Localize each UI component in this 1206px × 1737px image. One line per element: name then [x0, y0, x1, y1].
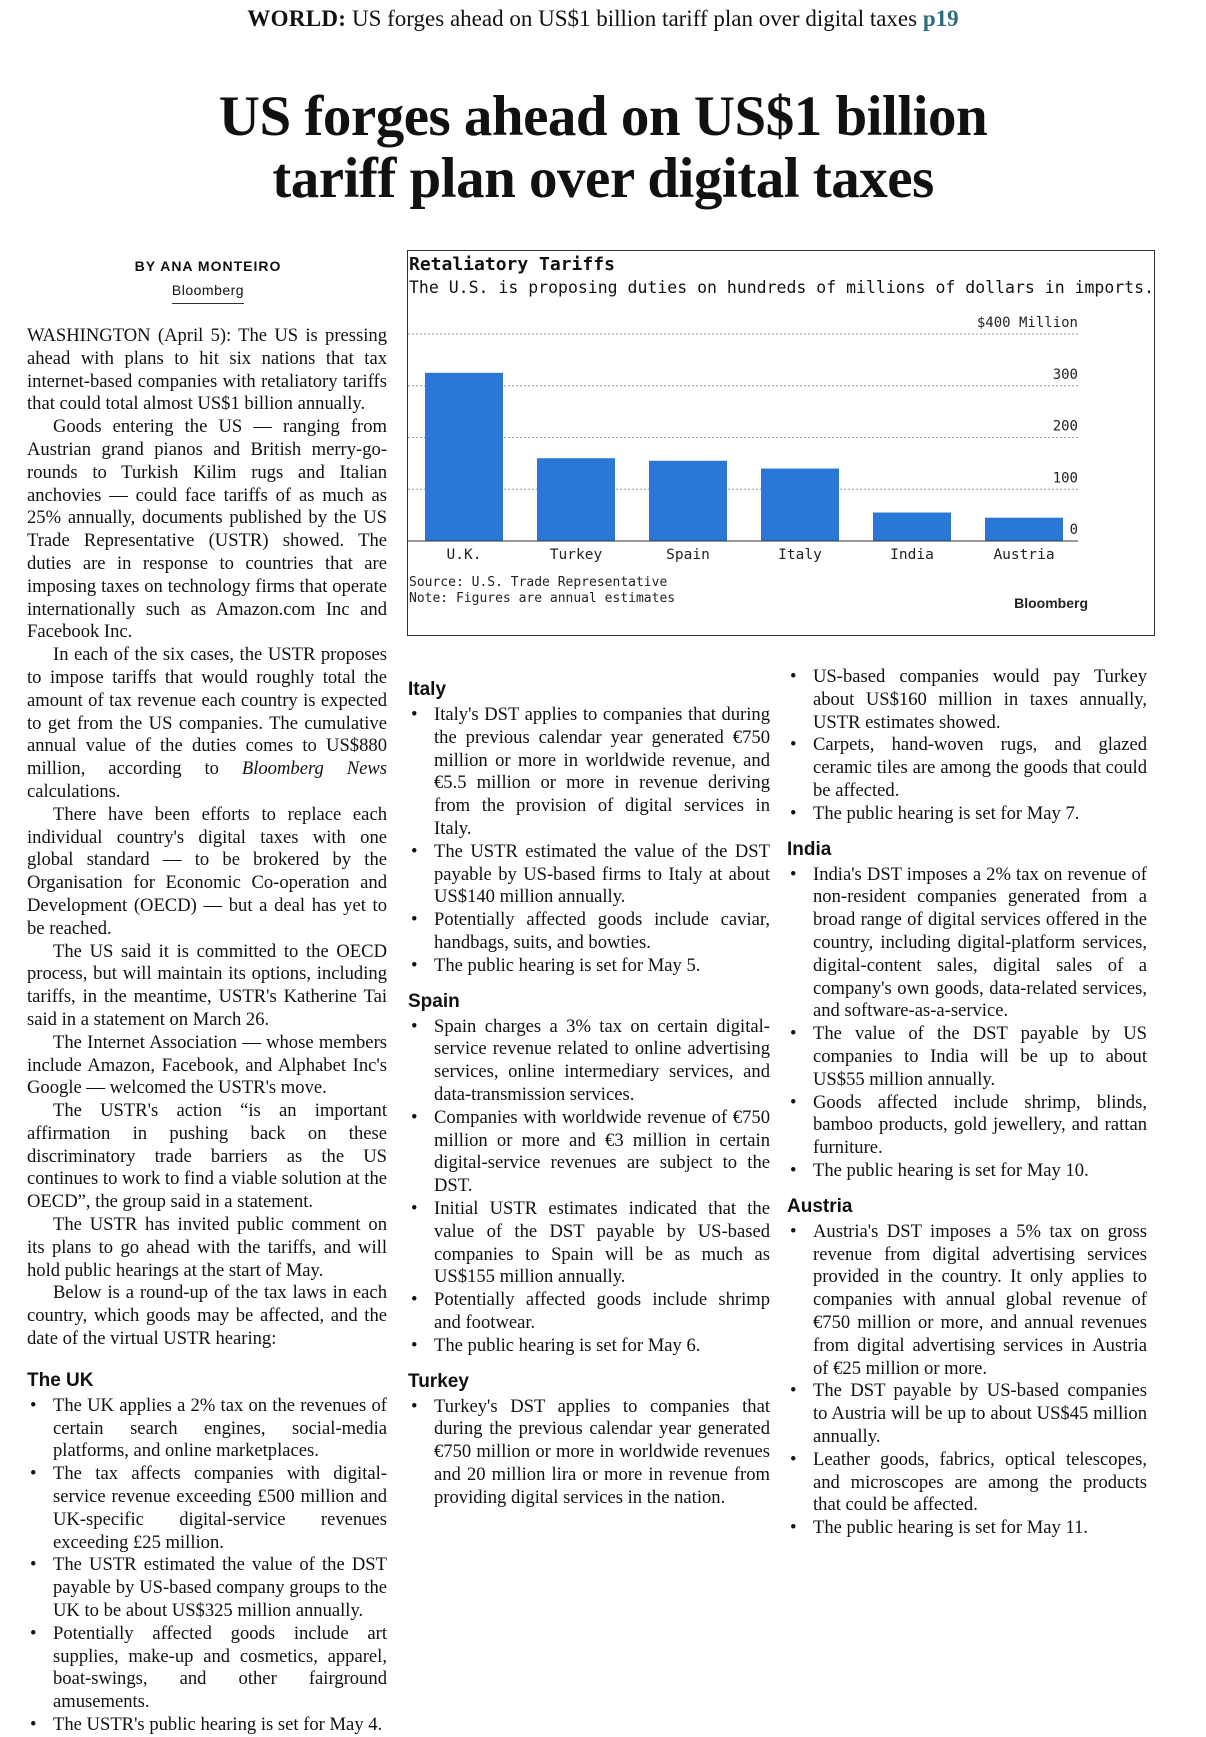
section-heading-austria: Austria	[787, 1195, 853, 1217]
chart-title: Retaliatory Tariffs	[409, 254, 615, 275]
spacer	[27, 1351, 387, 1367]
bar-italy	[761, 469, 839, 541]
article-paragraph: The USTR has invited public comment on its plans to go ahead with the tariffs, and will hold public hearings at the start of May.	[27, 1214, 387, 1281]
spain-bullet-list	[408, 1016, 770, 1358]
list-item: • The public hearing is set for May 5.	[408, 955, 770, 978]
list-item: • Carpets, hand-woven rugs, and glazed ceramic tiles are among the goods that could be affected.	[787, 734, 1147, 802]
list-item: • The USTR estimated the value of the DST payable by US-based company groups to the UK to be about US$325 million annually.	[27, 1554, 387, 1622]
bar-uk	[425, 373, 503, 541]
x-tick-label: Austria	[993, 547, 1055, 563]
chart-canvas	[408, 251, 1154, 635]
paragraph-text-end: calculations.	[27, 780, 121, 802]
headline-line-2: tariff plan over digital taxes	[272, 147, 934, 210]
page-number: p19	[922, 6, 959, 31]
headline-line-1: US forges ahead on US$1 billion	[218, 85, 988, 148]
spacer	[787, 1183, 1147, 1193]
author-name: BY ANA MONTEIRO	[134, 258, 282, 274]
top-banner	[0, 6, 1206, 32]
list-item: • The public hearing is set for May 11.	[787, 1517, 1147, 1540]
y-tick-label: 100	[1052, 470, 1078, 487]
bar-spain	[649, 461, 727, 541]
list-item: • The USTR's public hearing is set for May 4.	[27, 1714, 387, 1737]
section-heading-india: India	[787, 838, 832, 860]
chart-subtitle: The U.S. is proposing duties on hundreds of millions of dollars in imports.	[409, 278, 1154, 297]
x-tick-label: U.K.	[446, 547, 482, 563]
x-tick-label: Italy	[778, 547, 822, 563]
list-item: • Companies with worldwide revenue of €750 million or more and €3 million in certain digital-service revenues are subject to the DST.	[408, 1107, 770, 1198]
chart-source: Source: U.S. Trade Representative	[409, 575, 668, 590]
uk-bullet-list	[27, 1395, 387, 1737]
list-item: • India's DST imposes a 2% tax on revenue of non-resident companies generated from a broad range of digital services offered in the country, including digital-platform services, digital-content sales, digital sales of a company's own goods, data-related services, and software-as-a-service.	[787, 864, 1147, 1024]
bar-india	[873, 513, 951, 541]
paragraph-text: In each of the six cases, the USTR proposes to impose tariffs that would roughly total the amount of tax revenue each country is expected to get from the US companies. The cumulative annual value of the duties comes to US$880 million, according to	[27, 644, 387, 780]
section-heading-uk: The UK	[27, 1369, 94, 1391]
y-tick-label: $400 Million	[976, 315, 1078, 331]
list-item: • Spain charges a 3% tax on certain digital-service revenue related to online advertising services, online intermediary services, and data-transmission services.	[408, 1016, 770, 1107]
x-tick-label: Turkey	[549, 547, 603, 563]
list-item: • The value of the DST payable by US companies to India will be up to about US$55 million annually.	[787, 1023, 1147, 1091]
publication-name: Bloomberg News	[241, 758, 387, 780]
turkey-bullet-list	[408, 1396, 770, 1510]
list-item: • Turkey's DST applies to companies that during the previous calendar year generated €750 million or more in worldwide revenues and 20 million lira or more in revenue from providing digital services in the nation.	[408, 1396, 770, 1510]
byline	[28, 258, 388, 304]
top-banner-headline: US forges ahead on US$1 billion tariff plan over digital taxes	[346, 6, 923, 31]
list-item: • Initial USTR estimates indicated that the value of the DST payable by US-based companies to Spain will be as much as US$155 million annually.	[408, 1198, 770, 1289]
list-item: • The public hearing is set for May 6.	[408, 1335, 770, 1358]
chart-note: Note: Figures are annual estimates	[409, 591, 676, 606]
bar-austria	[985, 518, 1063, 541]
x-tick-label: Spain	[666, 547, 710, 563]
spacer	[408, 978, 770, 988]
bar-turkey	[537, 458, 615, 541]
article-paragraph: Below is a round-up of the tax laws in each country, which goods may be affected, and the date of the virtual USTR hearing:	[27, 1282, 387, 1350]
list-item: • The tax affects companies with digital-service revenue exceeding £500 million and UK-specific digital-service revenues exceeding £25 million.	[27, 1463, 387, 1554]
list-item: • Potentially affected goods include caviar, handbags, suits, and bowties.	[408, 909, 770, 955]
article-headline	[0, 86, 1206, 210]
spacer	[408, 1358, 770, 1368]
list-item: • Austria's DST imposes a 5% tax on gross revenue from digital advertising services provided in the country. It only applies to companies with annual global revenue of €750 million or more, and annual revenues from digital advertising services in Austria of €25 million or more.	[787, 1221, 1147, 1381]
byline-source: Bloomberg	[172, 282, 244, 304]
spacer	[787, 826, 1147, 836]
list-item: • The UK applies a 2% tax on the revenues of certain search engines, social-media platforms, and online marketplaces.	[27, 1395, 387, 1463]
article-paragraph: The USTR's action “is an important affirmation in pushing back on these discriminatory trade barriers as the US continues to work to find a viable solution at the OECD”, the group said in a statement.	[27, 1100, 387, 1213]
section-label: WORLD:	[247, 6, 347, 31]
section-heading-turkey: Turkey	[408, 1370, 469, 1392]
retaliatory-tariffs-chart	[407, 250, 1155, 636]
y-tick-label: 200	[1052, 418, 1078, 435]
list-item: • Italy's DST applies to companies that during the previous calendar year generated €750 million or more in worldwide revenue, and €5.5 million or more in revenue deriving from the provision of digital services in Italy.	[408, 704, 770, 841]
chart-brand-logo: Bloomberg	[1014, 595, 1088, 611]
section-heading-italy: Italy	[408, 679, 447, 700]
list-item: • The public hearing is set for May 7.	[787, 803, 1147, 826]
article-paragraph: The US said it is committed to the OECD process, but will maintain its options, including tariffs, in the meantime, USTR's Katherine Tai said in a statement on March 26.	[27, 940, 387, 1030]
list-item: • US-based companies would pay Turkey about US$160 million in taxes annually, USTR estimates showed.	[787, 666, 1147, 734]
list-item: • Goods affected include shrimp, blinds, bamboo products, gold jewellery, and rattan furniture.	[787, 1092, 1147, 1160]
india-bullet-list	[787, 864, 1147, 1183]
italy-bullet-list	[408, 704, 770, 978]
y-tick-label: 300	[1052, 366, 1078, 383]
list-item: • The public hearing is set for May 10.	[787, 1160, 1147, 1183]
list-item: • The USTR estimated the value of the DST payable by US-based firms to Italy at about US$140 million annually.	[408, 841, 770, 909]
article-paragraph: The Internet Association — whose members include Amazon, Facebook, and Alphabet Inc's Google — welcomed the USTR's move.	[27, 1031, 387, 1099]
article-column-3	[787, 666, 1147, 1540]
list-item: • Potentially affected goods include shrimp and footwear.	[408, 1289, 770, 1335]
austria-bullet-list	[787, 1221, 1147, 1540]
list-item: • Leather goods, fabrics, optical telescopes, and microscopes are among the products that could be affected.	[787, 1449, 1147, 1517]
turkey-bullet-list-continued	[787, 666, 1147, 826]
x-tick-label: India	[890, 547, 934, 563]
y-tick-label: 0	[1069, 522, 1078, 538]
article-paragraph: Goods entering the US — ranging from Austrian grand pianos and British merry-go-rounds to Turkish Kilim rugs and Italian anchovies — could face tariffs of as much as 25% annually, documents published by the US Trade Representative (USTR) showed. The duties are in response to countries that are imposing taxes on technology firms that operate internationally such as Amazon.com Inc and Facebook Inc.	[27, 416, 387, 643]
article-paragraph: WASHINGTON (April 5): The US is pressing ahead with plans to hit six nations that tax internet-based companies with retaliatory tariffs that could total almost US$1 billion annually.	[27, 325, 387, 415]
article-paragraph: There have been efforts to replace each individual country's digital taxes with one global standard — to be brokered by the Organisation for Economic Co-operation and Development (OECD) — but a deal has yet to be reached.	[27, 803, 387, 939]
article-column-2	[408, 666, 770, 1510]
list-item: • Potentially affected goods include art supplies, make-up and cosmetics, apparel, boat-swings, and other fairground amusements.	[27, 1623, 387, 1714]
article-paragraph	[27, 644, 387, 804]
article-column-1	[27, 325, 387, 1737]
section-heading-spain: Spain	[408, 990, 460, 1012]
list-item: • The DST payable by US-based companies to Austria will be up to about US$45 million annually.	[787, 1380, 1147, 1448]
spacer	[408, 666, 770, 676]
